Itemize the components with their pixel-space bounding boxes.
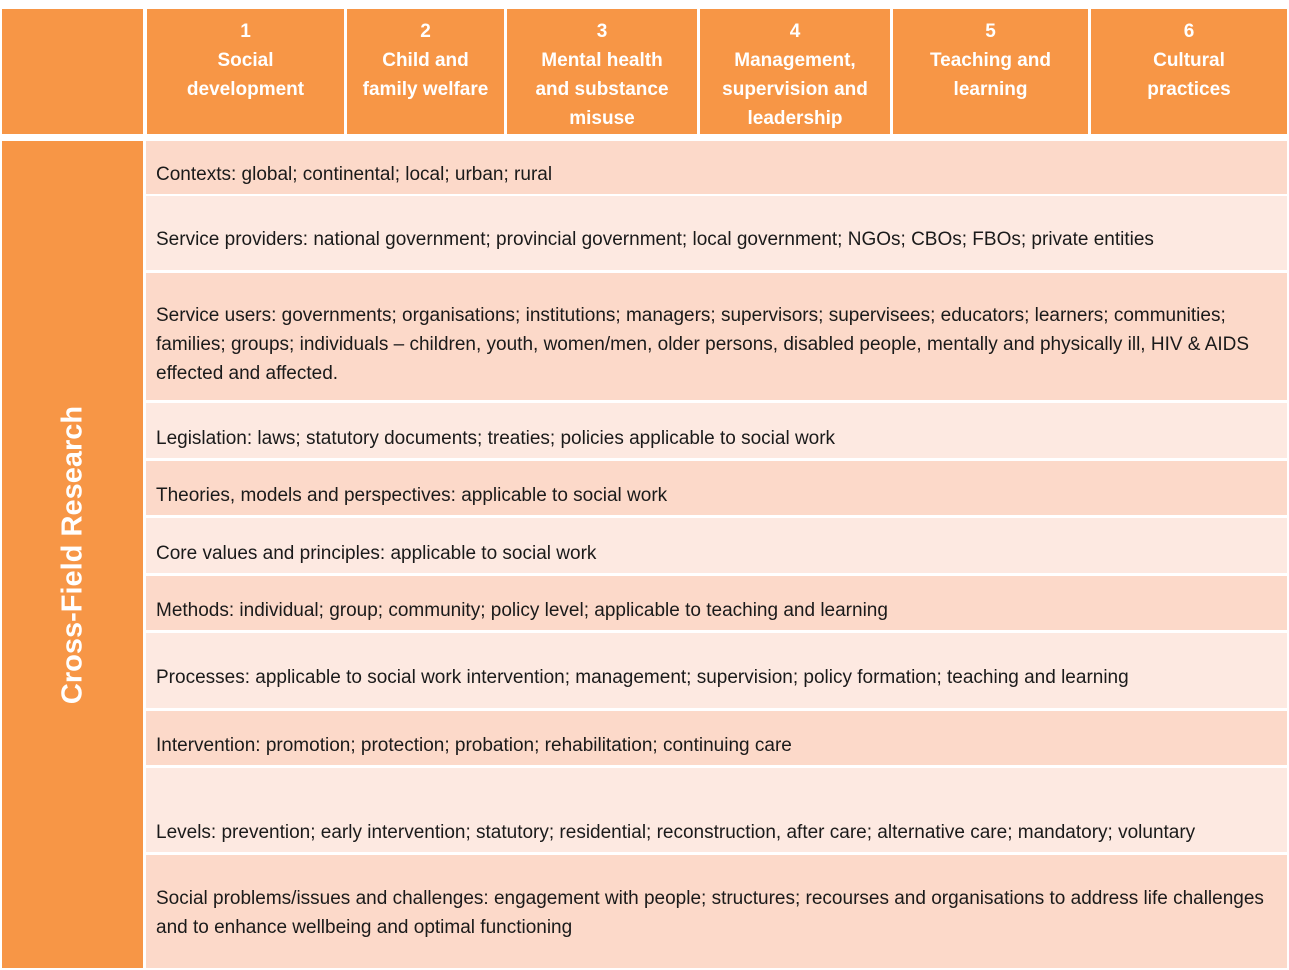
- column-title: Child and family welfare: [362, 50, 489, 100]
- table-row-service-users: [146, 273, 1287, 400]
- row-text: Service providers: national government; provincial government; local government; NGOs; CBOs; FBOs; private entities: [156, 229, 1154, 250]
- column-title: Teaching and learning: [929, 50, 1052, 100]
- table-row-intervention: [146, 711, 1287, 765]
- header-column-1: [147, 9, 344, 134]
- table-row-levels: [146, 768, 1287, 852]
- side-label: Cross-Field Research: [56, 405, 88, 704]
- row-text: Legislation: laws; statutory documents; treaties; policies applicable to social work: [156, 428, 836, 449]
- row-text: Processes: applicable to social work intervention; management; supervision; policy formation; teaching and learning: [156, 667, 1129, 688]
- column-number: 4: [789, 21, 801, 42]
- table-row-processes: [146, 633, 1287, 708]
- header-column-5: [893, 9, 1088, 134]
- row-text: Contexts: global; continental; local; urban; rural: [156, 164, 553, 185]
- column-title: Cultural practices: [1147, 50, 1231, 100]
- table-row-service-providers: [146, 196, 1287, 270]
- side-column: [2, 141, 143, 968]
- table-row-social-problems: [146, 855, 1287, 968]
- table-row-contexts: [146, 141, 1287, 194]
- row-text: Intervention: promotion; protection; probation; rehabilitation; continuing care: [156, 735, 792, 756]
- column-number: 3: [596, 21, 608, 42]
- table-row-theories: [146, 461, 1287, 515]
- row-text: Theories, models and perspectives: applicable to social work: [156, 485, 668, 506]
- header-column-2: [347, 9, 504, 134]
- header-column-3: [507, 9, 697, 134]
- table-row-methods: [146, 576, 1287, 630]
- table-row-legislation: [146, 403, 1287, 458]
- column-title: Management, supervision and leadership: [722, 50, 868, 129]
- table-row-core-values: [146, 518, 1287, 573]
- column-number: 6: [1183, 21, 1195, 42]
- column-number: 2: [420, 21, 431, 42]
- column-number: 5: [985, 21, 996, 42]
- row-text: Social problems/issues and challenges: engagement with people; structures; recourses and organisations to address life challenges and to enhance wellbeing and optimal functioning: [156, 888, 1264, 938]
- header-corner-cell: [2, 9, 143, 134]
- column-title: Mental health and substance misuse: [535, 50, 669, 129]
- header-column-6: [1091, 9, 1287, 134]
- column-number: 1: [240, 21, 251, 42]
- row-text: Service users: governments; organisations; institutions; managers; supervisors; supervisees; educators; learners; communities; families; groups; individuals – children, youth, women/men, older persons, disabled people, mentally and physically ill, HIV & AIDS effected and affected.: [156, 305, 1250, 384]
- column-title: Social development: [186, 50, 305, 100]
- row-text: Core values and principles: applicable to social work: [156, 543, 597, 564]
- header-column-4: [700, 9, 890, 134]
- row-text: Methods: individual; group; community; policy level; applicable to teaching and learning: [156, 600, 888, 621]
- row-text: Levels: prevention; early intervention; statutory; residential; reconstruction, after care; alternative care; mandatory; voluntary: [156, 822, 1196, 843]
